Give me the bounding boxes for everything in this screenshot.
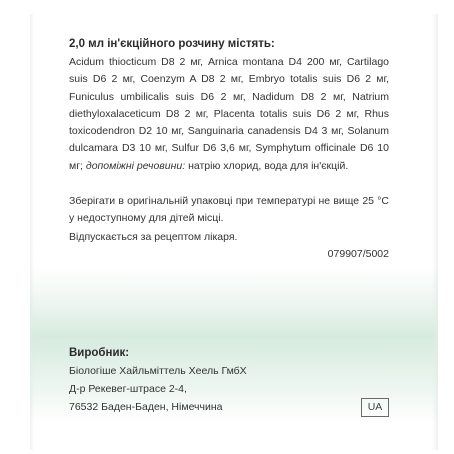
country-code-badge: UA [361,398,389,417]
panel-right-edge [432,14,438,450]
manufacturer-address-line-2: 76532 Баден-Баден, Німеччина [69,401,223,413]
ingredients-list: Acidum thiocticum D8 2 мг, Arnica montana D4 200 мг, Cartilago suis D6 2 мг, Coenzym A D8 2 мг, Embryo totalis suis D6 2 мг, Funiculus umbilicalis suis D6 2 мг, Nadidum D8 2 мг, Natrium diethyloxalaceticum D8 2 мг, Placenta totalis suis D6 2 мг, Rhus toxicodendron D2 10 мг, Sanguinaria canadensis D4 3 мг, Solanum dulcamara D3 10 мг, Sulfur D6 3,6 мг, Symphytum officinale D6 10 мг; [69,56,389,172]
prescription-status: Відпускається за рецептом лікаря. [69,231,238,243]
excipients-label: допоміжні речовини: [85,159,186,172]
manufacturer-address-line-1: Д-р Рекевег-штрасе 2-4, [69,383,187,395]
excipients-text: натрію хлорид, вода для ін'єкцій. [185,159,349,172]
manufacturer-heading: Виробник: [69,347,130,359]
registration-number: 079907/5002 [327,248,389,260]
panel-left-edge [30,14,34,450]
manufacturer-name: Біологіше Хайльміттель Хеель ГмбХ [69,365,247,377]
storage-conditions: Зберігати в оригінальній упаковці при температурі не вище 25 °С у недоступному для дітей місці. [69,195,389,224]
composition-heading: 2,0 мл ін'єкційного розчину містять: [69,38,275,50]
composition-text [69,54,389,175]
